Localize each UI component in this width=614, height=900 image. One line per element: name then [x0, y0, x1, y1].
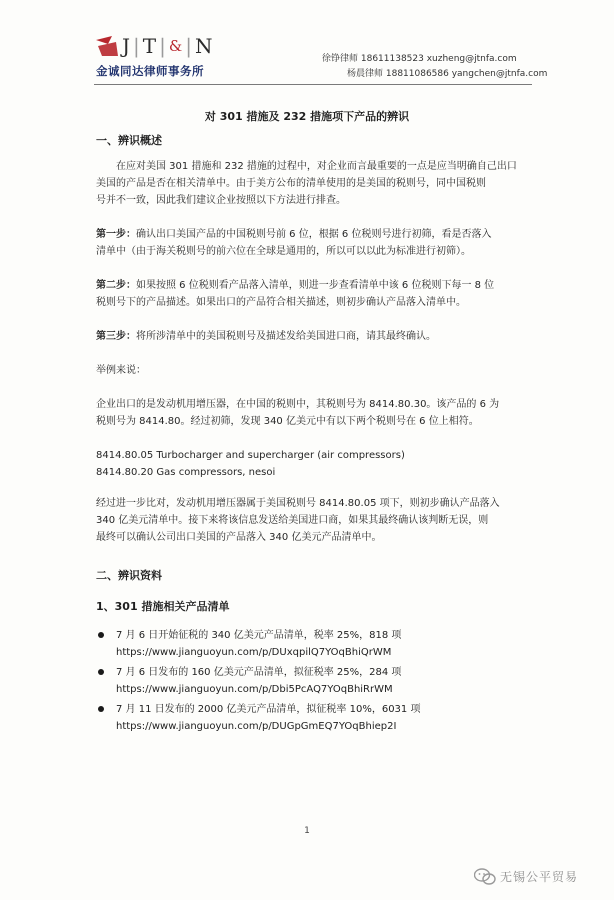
contact-xu: 徐铮律师 18611138523 xuzheng@jtnfa.com [322, 54, 517, 64]
step2-label: 第二步： [96, 280, 136, 291]
intro-paragraph: 在应对美国 301 措施和 232 措施的过程中，对企业而言最重要的一点是应当明确自己出口 美国的产品是否在相关清单中。由于美方公布的清单使用的是美国的税则号，同中国税则 号并不一致，因此我们建议企业按照以下方法进行排查。 [96, 161, 517, 206]
product-list [96, 627, 536, 738]
step1-paragraph: 第一步：确认出口美国产品的中国税则号前 6 位，根据 6 位税则号进行初筛，看是否落入 清单中（由于海关税则号的前六位在全球是通用的，所以可以以此为标准进行初筛）。 [96, 229, 492, 257]
tariff-code-line: 8414.80.05 Turbocharger and supercharger (air compressors) [96, 450, 405, 461]
watermark-text: 无锡公平贸易 [500, 870, 579, 884]
step2-paragraph: 第二步：如果按照 6 位税则看产品落入清单，则进一步查看清单中该 6 位税则下每一 8 位 税则号下的产品描述。如果出口的产品符合相关描述，则初步确认产品落入清单中。 [96, 280, 495, 308]
list-item-url[interactable]: https://www.jianguoyun.com/p/DUGpGmEQ7YOqBhiep2I [116, 721, 397, 732]
logo-mark-icon [96, 36, 118, 56]
conclusion-paragraph: 经过进一步比对，发动机用增压器属于美国税则号 8414.80.05 项下，则初步确认产品落入 340 亿美元清单中。接下来将该信息发送给美国进口商，如果其最终确认该判断无误，则 最终可以确认公司出口美国的产品落入 340 亿美元产品清单中。 [96, 498, 500, 543]
firm-name: 金诚同达律师事务所 [96, 64, 204, 78]
logo-letters: J|T|&|N [122, 34, 216, 58]
document-title: 对 301 措施及 232 措施项下产品的辨识 [204, 110, 410, 123]
contact-block [322, 52, 547, 82]
list-item [96, 701, 536, 738]
page-number: 1 [304, 826, 310, 836]
example-label: 举例来说： [96, 365, 146, 376]
list-item-url[interactable]: https://www.jianguoyun.com/p/DUxqpilQ7YOqBhiQrWM [116, 647, 392, 658]
tariff-code-line: 8414.80.20 Gas compressors, nesoi [96, 467, 276, 478]
contact-yang: 杨晨律师 18811086586 yangchen@jtnfa.com [347, 69, 548, 79]
step3-paragraph: 第三步：将所涉清单中的美国税则号及描述发给美国进口商，请其最终确认。 [96, 331, 436, 342]
list-item [96, 664, 536, 701]
list-item-url[interactable]: https://www.jianguoyun.com/p/Dbi5PcAQ7YOqBhiRrWM [116, 684, 393, 695]
section-heading-overview: 一、辨识概述 [96, 134, 162, 147]
subheading-301-lists: 1、301 措施相关产品清单 [96, 600, 230, 613]
list-item [96, 627, 536, 664]
step3-label: 第三步： [96, 331, 136, 342]
section-heading-materials: 二、辨识资料 [96, 569, 162, 582]
header-divider [94, 84, 532, 85]
list-item-text: 7 月 6 日发布的 160 亿美元产品清单，拟征税率 25%，284 项 [116, 667, 402, 678]
list-item-text: 7 月 6 日开始征税的 340 亿美元产品清单，税率 25%，818 项 [116, 630, 402, 641]
example-paragraph: 企业出口的是发动机用增压器，在中国的税则中，其税则号为 8414.80.30。该产品的 6 为 税则号为 8414.80。经过初筛，发现 340 亿美元中有以下两个税则号在 6 位上相符。 [96, 399, 500, 427]
tariff-code-list [96, 447, 536, 481]
step1-label: 第一步： [96, 229, 136, 240]
list-item-text: 7 月 11 日发布的 2000 亿美元产品清单，拟征税率 10%，6031 项 [116, 704, 421, 715]
firm-logo [96, 34, 296, 82]
wechat-icon [474, 868, 496, 886]
